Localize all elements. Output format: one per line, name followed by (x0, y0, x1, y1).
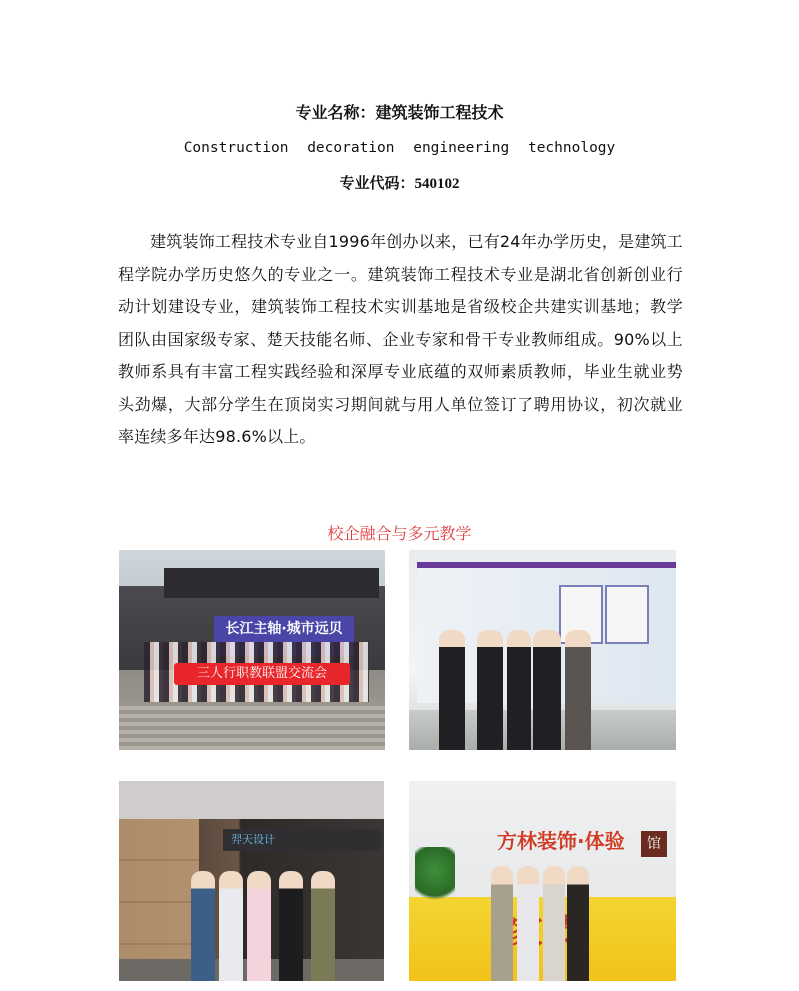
program-code-value: 540102 (414, 176, 460, 192)
building-steps (119, 702, 385, 750)
person (247, 871, 271, 981)
photo-fanglin-showroom (409, 781, 676, 981)
person (439, 630, 465, 750)
photo-banner-text: 长江主轴·城市远贝 (214, 616, 354, 656)
person (311, 871, 335, 981)
fanglin-logo-text: 方林装饰·体验 (497, 829, 625, 853)
program-code (0, 172, 799, 193)
photo-design-office (119, 781, 384, 981)
person (567, 866, 589, 981)
section-title: 校企融合与多元教学 (327, 524, 472, 543)
program-title: 专业名称：建筑装饰工程技术 (295, 103, 504, 122)
person (279, 871, 303, 981)
person (517, 866, 539, 981)
ceiling (119, 781, 384, 819)
person (565, 630, 591, 750)
showroom-sign: 馆 (641, 831, 667, 857)
person (533, 630, 561, 750)
person (191, 871, 215, 981)
person (543, 866, 565, 981)
wood-panel (119, 819, 199, 981)
person (477, 630, 503, 750)
photo-red-banner: 三人行职教联盟交流会 (174, 663, 350, 685)
photo-exhibition-visit (409, 550, 676, 750)
program-code-label: 专业代码： (339, 174, 415, 192)
plant (415, 847, 455, 907)
program-english-title: Construction decoration engineering technology (183, 140, 616, 156)
building-roof (164, 568, 379, 598)
intro-paragraph: 建筑装饰工程技术专业自1996年创办以来，已有24年办学历史，是建筑工程学院办学历史悠久的专业之一。建筑装饰工程技术专业是湖北省创新创业行动计划建设专业，建筑装饰工程技术实训基地是省级校企共建实训基地；教学团队由国家级专家、楚天技能名师、企业专家和骨干专业教师组成。90%以上教师系具有丰富工程实践经验和深厚专业底蕴的双师素质教师，毕业生就业势头劲爆，大部分学生在顶岗实习期间就与用人单位签订了聘用协议，初次就业率连续多年达98.6%以上。 (118, 232, 683, 446)
person (491, 866, 513, 981)
person (219, 871, 243, 981)
office-sign: 羿天设计 (223, 829, 381, 851)
person (507, 630, 531, 750)
photo-group-at-building (119, 550, 385, 750)
wall-frame (605, 585, 649, 644)
